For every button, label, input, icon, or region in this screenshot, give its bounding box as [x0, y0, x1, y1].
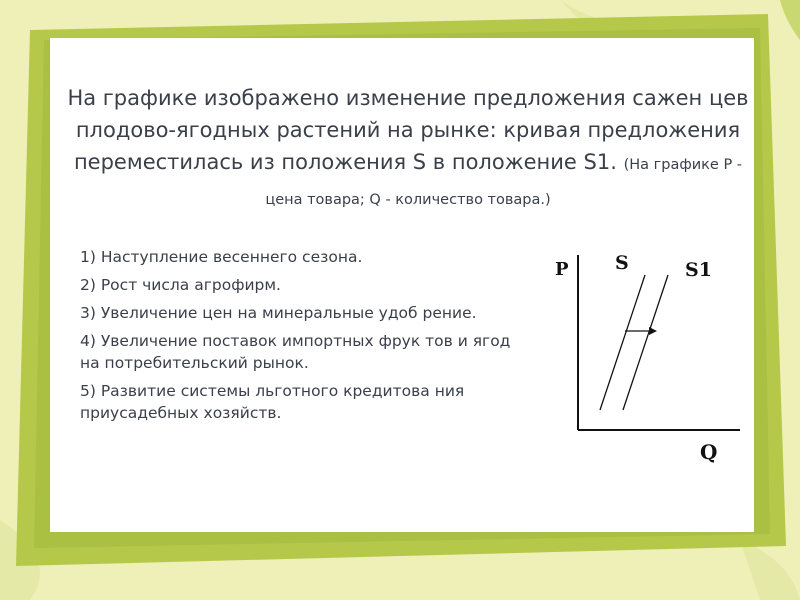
series-s-label: S: [615, 252, 629, 274]
option-5: 5) Развитие системы льготного кредитова ния приусадебных хозяйств.: [80, 382, 465, 422]
slide-title: [58, 82, 758, 216]
x-axis-label: Q: [700, 440, 718, 464]
series-s1-line: [623, 275, 668, 410]
option-3: 3) Увеличение цен на минеральные удоб рение.: [80, 304, 477, 322]
answer-options: [80, 246, 520, 430]
title-main: На графике изображено изменение предложения сажен цев плодово-ягодных растений на рынке: кривая предложения переместилась из положения S в положение S1.: [67, 86, 749, 174]
series-s1-label: S1: [685, 259, 712, 281]
y-axis-label: P: [555, 259, 569, 280]
option-1: 1) Наступление весеннего сезона.: [80, 248, 363, 266]
series-s-line: [600, 275, 645, 410]
shift-arrow: [625, 327, 657, 335]
option-4: 4) Увеличение поставок импортных фрук тов и ягод на потребительский рынок.: [80, 332, 511, 372]
title-note: (На графике P - цена товара; Q - количество товара.): [265, 157, 743, 208]
option-2: 2) Рост числа агрофирм.: [80, 276, 281, 294]
supply-shift-chart: [545, 245, 745, 465]
